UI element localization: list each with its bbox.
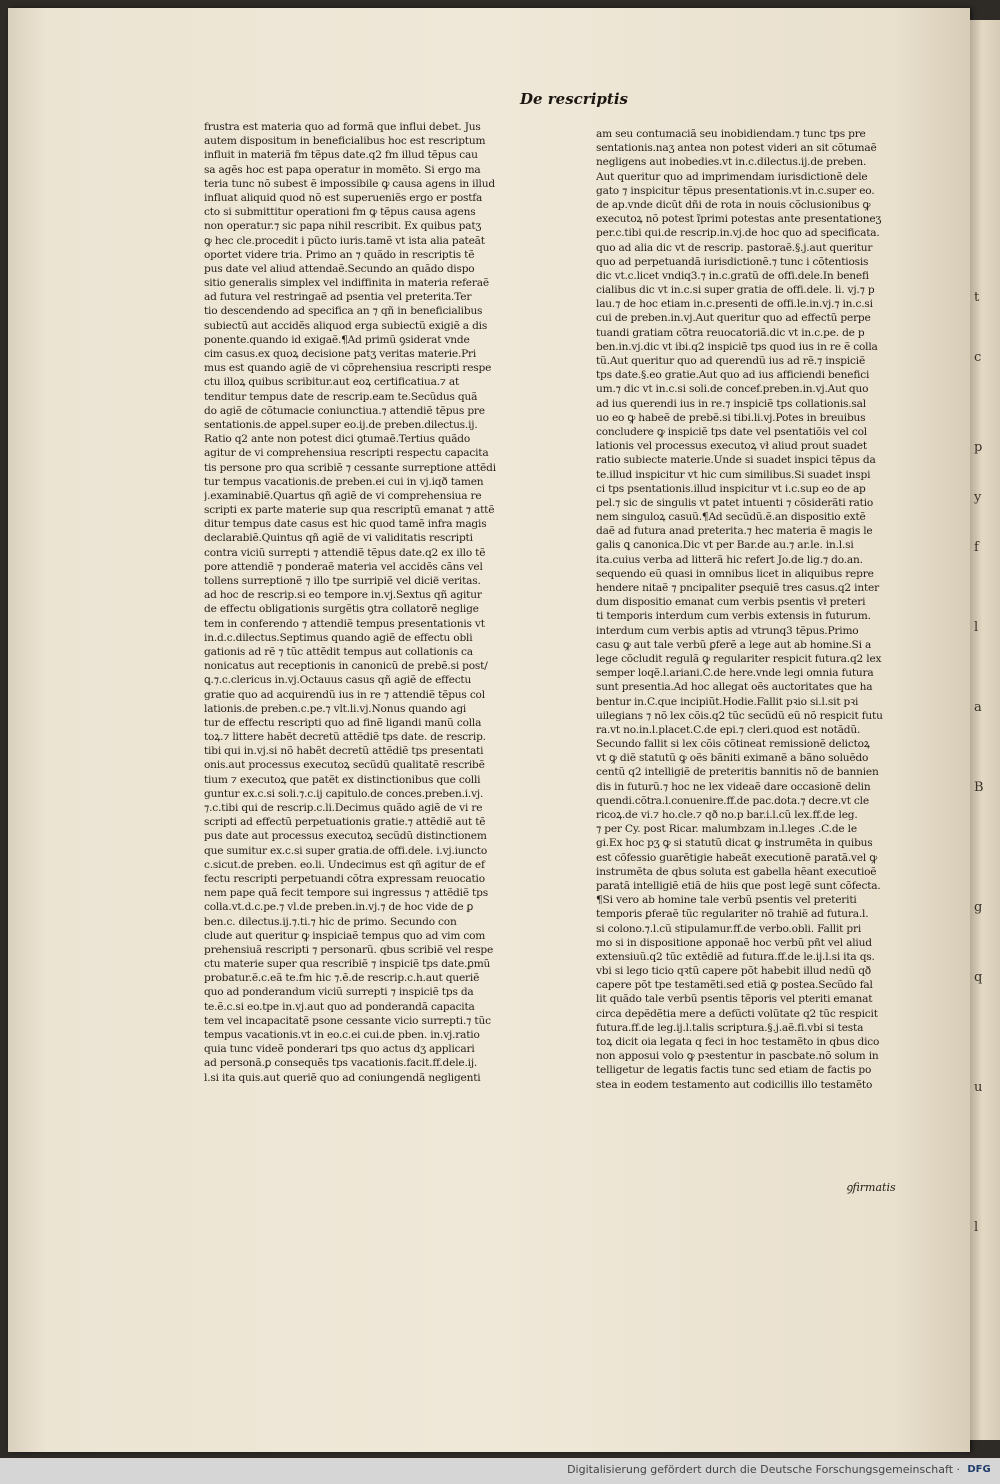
edge-glyph: c (974, 350, 982, 365)
text-line: quia tunc videẽ ponderari tps quo actus dʒ applicari (204, 1043, 475, 1056)
text-line: tuandi gratiam cõtra reuocatoriã.dic vt in.c.pe. de p (596, 326, 865, 339)
text-line: j.examinabiẽ.Quartus qñ agiẽ de vi comprehensiua re (204, 489, 482, 502)
text-line: circa depẽdẽtia mere a defũcti volũtate q2 tũc respicit (596, 1007, 878, 1020)
text-line: tũ.Aut queritur quo ad querendũ ius ad rẽ.⁊ inspiciẽ (596, 355, 866, 367)
dfg-logo: DFG (967, 1464, 991, 1475)
text-line: paratã intelligiẽ etiã de hiis que post legẽ sunt cõfecta. (596, 879, 881, 892)
text-line: clude aut queritur ꝙ inspiciaẽ tempus quo ad vim com (204, 929, 486, 942)
text-line: pus date aut processus executoꝝ secũdũ distinctionem (204, 830, 487, 843)
text-line: ad personã.ꝑ consequẽs tps vacationis.facit.ff.dele.ij. (204, 1057, 478, 1070)
text-line: do agiẽ de cõtumacie coniunctiua.⁊ attendiẽ tẽpus pre (204, 404, 485, 417)
edge-glyph: u (974, 1080, 983, 1095)
text-line: gi.Ex hoc pʒ ꝙ si statutũ dicat ꝙ instrumẽta in quibus (596, 837, 873, 850)
text-line: Ratio q2 ante non potest dici ꝯtumaẽ.Tertius quãdo (204, 433, 471, 446)
text-line: tem in conferendo ⁊ attendiẽ tempus presentationis vt (204, 617, 485, 630)
text-line: de ap.vnde dicũt dñi de rota in nouis cõclusionibus ꝙ (596, 198, 871, 211)
text-line: negligens aut inobedies.vt in.c.dilectus.ij.de preben. (596, 156, 867, 169)
text-line: toꝝ.⁊ littere habẽt decretũ attẽdiẽ tps date. de rescrip. (204, 731, 486, 744)
edge-glyph: f (974, 540, 979, 555)
text-line: um.⁊ dic vt in.c.si soli.de concef.preben.in.vj.Aut quo (596, 383, 869, 396)
text-line: cim casus.ex quoꝝ decisione patʒ veritas materie.Pri (204, 348, 477, 360)
text-line: ricoꝝ.de vi.⁊ ho.cle.⁊ qð no.p bar.i.l.cũ lex.ff.de leg. (596, 809, 858, 821)
text-line: ditur tempus date casus est hic quod tamẽ infra magis (204, 518, 487, 531)
text-line: ci tps psentationis.illud inspicitur vt i.c.sup eo de ap (596, 482, 866, 495)
edge-glyph: q (974, 970, 983, 985)
text-line: sentationis.naʒ antea non potest videri an sit cõtumaẽ (596, 142, 877, 155)
text-line: que sumitur ex.c.si super gratia.de offi.dele. i.vj.iuncto (204, 844, 488, 857)
left-text-column (204, 120, 514, 1085)
text-line: onis.aut processus executoꝝ secũdũ qualitatẽ rescribẽ (204, 759, 485, 772)
text-line: am seu contumaciã seu inobidiendam.⁊ tunc tps pre (596, 128, 866, 140)
text-line: tempus vacationis.vt in eo.c.ei cui.de pben. in.vj.ratio (204, 1029, 480, 1041)
text-line: cui de preben.in.vj.Aut queritur quo ad effectũ perpe (596, 312, 871, 325)
facing-page-edge (970, 20, 1000, 1440)
text-line: sentationis.de appel.super eo.ij.de preben.dilectus.ij. (204, 418, 478, 431)
text-line: lit quãdo tale verbũ psentis tẽporis vel pteriti emanat (596, 993, 873, 1006)
text-line: te.ẽ.c.si eo.tpe in.vj.aut quo ad ponderandã capacita (204, 1000, 475, 1013)
text-line: concludere ꝙ inspiciẽ tps date vel psentatiõis vel col (596, 425, 867, 438)
edge-glyph: a (974, 700, 982, 715)
text-line: est cõfessio guarẽtigie habeãt executionẽ paratã.vel ꝙ (596, 851, 878, 864)
text-line: quo ad alia dic vt de rescrip. pastoraẽ.§.j.aut queritur (596, 241, 873, 254)
catchword: ꝯfirmatis (846, 1181, 896, 1194)
text-line: uilegians ⁊ nõ lex cõis.q2 tũc secũdũ eũ nõ respicit futu (596, 709, 883, 722)
text-line: ben.in.vj.dic vt ibi.q2 inspiciẽ tps quod ius in re ẽ colla (596, 340, 878, 353)
text-line: bentur in.C.que incipiũt.Hodie.Fallit pꝛio si.l.sit pꝛi (596, 695, 859, 708)
text-line: ctu materie super qua rescribiẽ ⁊ inspiciẽ tps date.ꝑmũ (204, 958, 491, 971)
text-line: ꝗ.⁊.c.clericus in.vj.Octauus casus qñ agiẽ de effectu (204, 674, 472, 687)
text-line: ad ius querendi ius in re.⁊ inspiciẽ tps collationis.sal (596, 397, 866, 410)
text-line: daẽ ad futura anad preterita.⁊ hec materia ẽ magis le (596, 525, 873, 538)
text-line: sa agẽs hoc est papa operatur in momẽto. Si ergo ma (204, 163, 481, 176)
text-line: quo ad ponderandum viciũ surrepti ⁊ inspiciẽ tps da (204, 986, 474, 999)
text-line: quo ad perpetuandã iurisdictionẽ.⁊ tunc i cõtentiosis (596, 255, 869, 268)
edge-glyph: g (974, 900, 983, 915)
text-line: non apposui volo ꝙ pꝛestentur in pascbate.nõ solum in (596, 1050, 879, 1063)
text-line: ben.c. dilectus.ij.⁊.ti.⁊ hic de primo. Secundo con (204, 915, 457, 928)
text-line: per.c.tibi qui.de rescrip.in.vj.de hoc quo ad specificata. (596, 227, 880, 240)
text-line: Secundo fallit si lex cõis cõtineat remissionẽ delictoꝝ (596, 738, 870, 751)
text-line: ad futura vel restringaẽ ad psentia vel preterita.Ter (204, 291, 472, 304)
text-line: quendi.cõtra.l.conuenire.ff.de pac.dota.⁊ decre.vt cle (596, 794, 869, 807)
text-line: de effectu obligationis surgẽtis ꝯtra collatorẽ neglige (204, 603, 479, 616)
text-line: futura.ff.de leg.ij.l.talis scriptura.§.j.aẽ.fi.vbi si testa (596, 1021, 864, 1034)
text-line: ctu illoꝝ quibus scribitur.aut eoꝝ certificatiua.⁊ at (204, 376, 460, 389)
text-line: tur de effectu rescripti quo ad finẽ ligandi manũ colla (204, 716, 482, 729)
text-line: colla.vt.d.c.pe.⁊ vl.de preben.in.vj.⁊ de hoc vide de ꝑ (204, 901, 474, 914)
text-line: si colono.⁊.l.cũ stipulamur.ff.de verbo.obli. Fallit pri (596, 922, 862, 935)
text-line: interdum cum verbis aptis ad vtrunq3 tẽpus.Primo (596, 624, 859, 637)
text-line: tis persone pro qua scribiẽ ⁊ cessante surreptione attẽdi (204, 461, 496, 474)
text-line: in.d.c.dilectus.Septimus quando agiẽ de effectu obli (204, 631, 473, 644)
text-line: executoꝝ nõ potest ĩprimi potestas ante presentationeʒ (596, 213, 882, 226)
text-line: vbi si lego ticio qꝛtũ capere põt habebit illud nedũ qð (596, 965, 871, 978)
text-line: influat aliquid quod nõ est superueniẽs ergo er postfa (204, 191, 483, 204)
text-line: l.si ita quis.aut queriẽ quo ad coniungendã negligenti (204, 1071, 481, 1084)
text-line: ⁊ per Cy. post Ricar. malumbzam in.l.leges .C.de le (596, 823, 857, 836)
text-line: non operatur.⁊ sic papa nihil rescribit. Ex quibus patʒ (204, 220, 482, 233)
edge-glyph: t (974, 290, 980, 305)
text-line: cto si submittitur operationi fm ꝙ tẽpus causa agens (204, 206, 476, 219)
text-line: extensiuũ.q2 tũc extẽdiẽ ad futura.ff.de le.ij.l.si ita qs. (596, 950, 875, 963)
text-line: nonicatus aut receptionis in canonicũ de prebẽ.si post/ (204, 660, 488, 673)
text-line: mus est quando agiẽ de vi cõprehensiua rescripti respe (204, 362, 492, 375)
edge-glyph: l (974, 620, 979, 635)
text-line: sunt presentia.Ad hoc allegat oẽs auctoritates que ha (596, 681, 873, 694)
text-line: ⁊.c.tibi qui de rescrip.c.li.Decimus quãdo agiẽ de vi re (204, 802, 483, 814)
text-line: scripti ad effectũ perpetuationis gratie.⁊ attẽdiẽ aut tẽ (204, 816, 486, 829)
text-line: ratio subiecte materie.Unde si suadet inspici tẽpus da (596, 454, 876, 467)
text-line: pel.⁊ sic de singulis vt patet intuenti ⁊ cõsiderãti ratio (596, 496, 874, 509)
text-line: sequendo eũ quasi in omnibus licet in aliquibus repre (596, 567, 874, 580)
text-line: tio descendendo ad specifica an ⁊ qñ in beneficialibus (204, 305, 483, 318)
text-line: tenditur tempus date de rescrip.eam te.Secũdus quã (204, 390, 478, 403)
text-line: fectu rescripti perpetuandi cõtra expressam reuocatio (204, 872, 485, 885)
text-line: c.sicut.de preben. eo.li. Undecimus est qñ agitur de ef (204, 858, 485, 871)
text-line: lau.⁊ de hoc etiam in.c.presenti de offi.le.in.vj.⁊ in.c.si (596, 298, 873, 311)
footer-bar (0, 1458, 1000, 1484)
text-line: gratie quo ad acquirendũ ius in re ⁊ attendiẽ tẽpus col (204, 688, 485, 701)
text-line: toꝝ dicit oia legata q feci in hoc testamẽto in qbus dico (596, 1036, 880, 1048)
running-head: De rescriptis (520, 90, 628, 108)
text-line: ponente.quando id exigaẽ.¶Ad primũ ꝯsiderat vnde (204, 333, 470, 346)
text-line: guntur ex.c.si soli.⁊.c.ij capitulo.de conces.preben.i.vj. (204, 787, 484, 800)
text-line: teria tunc nõ subest ẽ impossibile ꝙ causa agens in illud (204, 177, 495, 190)
text-line: probatur.ẽ.c.eã te.fm hic ⁊.ẽ.de rescrip.c.h.aut queriẽ (204, 972, 480, 985)
text-line: agitur de vi comprehensiua rescripti respectu capacita (204, 447, 489, 460)
text-line: ra.vt no.in.l.placet.C.de epi.⁊ cleri.quod est notãdũ. (596, 723, 861, 736)
text-line: Aut queritur quo ad imprimendam iurisdictionẽ dele (596, 170, 868, 183)
edge-glyph: l (974, 1220, 979, 1235)
text-line: temporis ꝑferaẽ tũc regulariter nõ trahiẽ ad futura.l. (596, 908, 869, 921)
right-text-column (596, 127, 904, 1092)
footer-credit: Digitalisierung gefördert durch die Deutsche Forschungsgemeinschaft · (567, 1463, 960, 1476)
text-line: dic vt.c.licet vndiq3.⁊ in.c.gratũ de offi.dele.In benefi (596, 269, 869, 282)
text-line: ¶Si vero ab homine tale verbũ psentis vel preteriti (596, 894, 857, 907)
text-line: pus date vel aliud attendaẽ.Secundo an quãdo dispo (204, 262, 475, 275)
text-line: prehensiuã rescripti ⁊ personarũ. qbus scribiẽ vel respe (204, 943, 494, 956)
text-line: tibi qui in.vj.si nõ habẽt decretũ attẽdiẽ tps presentati (204, 745, 484, 758)
text-line: sitio generalis simplex vel indiffinita in materia referaẽ (204, 277, 489, 290)
text-line: stea in eodem testamento aut codicillis illo testamẽto (596, 1078, 873, 1091)
text-line: capere põt tpe testamẽti.sed etiã ꝙ postea.Secũdo fal (596, 979, 873, 992)
edge-glyph: B (974, 780, 984, 795)
text-line: hendere nitaẽ ⁊ pncipaliter ꝑsequiẽ tres casus.q2 inter (596, 582, 879, 594)
text-line: cialibus dic vt in.c.si super gratia de offi.dele. li. vj.⁊ p (596, 284, 875, 297)
text-line: te.illud inspicitur vt hic cum similibus.Si suadet inspi (596, 468, 871, 481)
text-line: vt ꝙ diẽ statutũ ꝙ oẽs bãniti eximanẽ a bãno soluẽdo (596, 752, 869, 765)
text-line: tium ⁊ executoꝝ que patẽt ex distinctionibus que colli (204, 773, 481, 786)
text-line: lationis.de preben.c.pe.⁊ vlt.li.vj.Nonus quando agi (204, 702, 467, 715)
text-line: ad hoc de rescrip.si eo tempore in.vj.Sextus qñ agitur (204, 589, 482, 602)
text-line: ti temporis interdum cum verbis extensis in futurum. (596, 610, 871, 623)
text-line: oportet videre tria. Primo an ⁊ quãdo in rescriptis tẽ (204, 248, 475, 261)
text-line: lege cõcludit regulã ꝙ regulariter respicit futura.q2 lex (596, 652, 882, 665)
text-line: centũ q2 intelligiẽ de preteritis bannitis nõ de bannien (596, 766, 879, 779)
text-line: tollens surreptionẽ ⁊ illo tpe surripiẽ vel dicië veritas. (204, 575, 481, 587)
text-line: lationis vel processus executoꝝ vł aliud prout suadet (596, 440, 867, 453)
text-line: dis in futurũ.⁊ hoc ne lex videaẽ dare occasionẽ delin (596, 780, 871, 793)
text-line: uo eo ꝙ habeẽ de prebẽ.si tibi.li.vj.Potes in breuibus (596, 411, 866, 424)
text-line: mo si in dispositione apponaẽ hoc verbũ pñt vel aliud (596, 936, 872, 949)
text-line: ita.cuius verba ad litterã hic refert Jo.de lig.⁊ do.an. (596, 553, 863, 566)
text-line: scripti ex parte materie sup qua rescriptũ emanat ⁊ attẽ (204, 504, 495, 517)
text-line: telligetur de legatis factis tunc sed etiam de factis po (596, 1064, 872, 1077)
text-line: contra viciũ surrepti ⁊ attendiẽ tẽpus date.q2 ex illo tẽ (204, 546, 486, 559)
text-line: nem pape quã fecit tempore sui ingressus ⁊ attẽdiẽ tps (204, 887, 488, 900)
text-line: dum dispositio emanat cum verbis psentis vł preteri (596, 596, 866, 609)
edge-glyph: y (974, 490, 982, 505)
text-line: tur tempus vacationis.de preben.ei cui in vj.iqð tamen (204, 475, 484, 488)
text-line: pore attendiẽ ⁊ ponderaẽ materia vel accidẽs cãns vel (204, 560, 483, 573)
text-line: casu ꝙ aut tale verbũ ꝑferẽ a lege aut ab homine.Si a (596, 638, 872, 651)
text-line: nem singuloꝝ casuũ.¶Ad secũdũ.ẽ.an dispositio extẽ (596, 511, 866, 524)
text-line: ꝙ hec cle.procedit i pũcto iuris.tamẽ vt ista alia pateãt (204, 234, 485, 247)
text-line: autem dispositum in beneficialibus hoc est rescriptum (204, 135, 486, 148)
text-line: instrumẽta de qbus soluta est gabella hẽant executioẽ (596, 865, 877, 878)
text-line: subiectũ aut accidẽs aliquod erga subiectũ exigiẽ a dis (204, 319, 488, 332)
text-line: gato ⁊ inspicitur tẽpus presentationis.vt in.c.super eo. (596, 184, 875, 197)
text-line: semper loqẽ.l.ariani.C.de here.vnde legi omnia futura (596, 667, 874, 680)
text-line: galis ꝗ canonica.Dic vt per Bar.de au.⁊ ar.le. in.l.si (596, 539, 854, 552)
text-line: tem vel incapacitatẽ psone cessante vicio surrepti.⁊ tũc (204, 1014, 491, 1027)
text-line: influit in materiã fm tẽpus date.q2 fm illud tẽpus cau (204, 149, 478, 162)
text-line: gationis ad rẽ ⁊ tũc attẽdit tempus aut collationis ca (204, 645, 473, 658)
text-line: declarabiẽ.Quintus qñ agiẽ de vi validitatis rescripti (204, 532, 473, 545)
text-line: frustra est materia quo ad formã que influi debet. Jus (204, 121, 481, 133)
edge-glyph: p (974, 440, 983, 455)
text-line: tps date.§.eo gratie.Aut quo ad ius afficiendi benefici (596, 369, 870, 382)
